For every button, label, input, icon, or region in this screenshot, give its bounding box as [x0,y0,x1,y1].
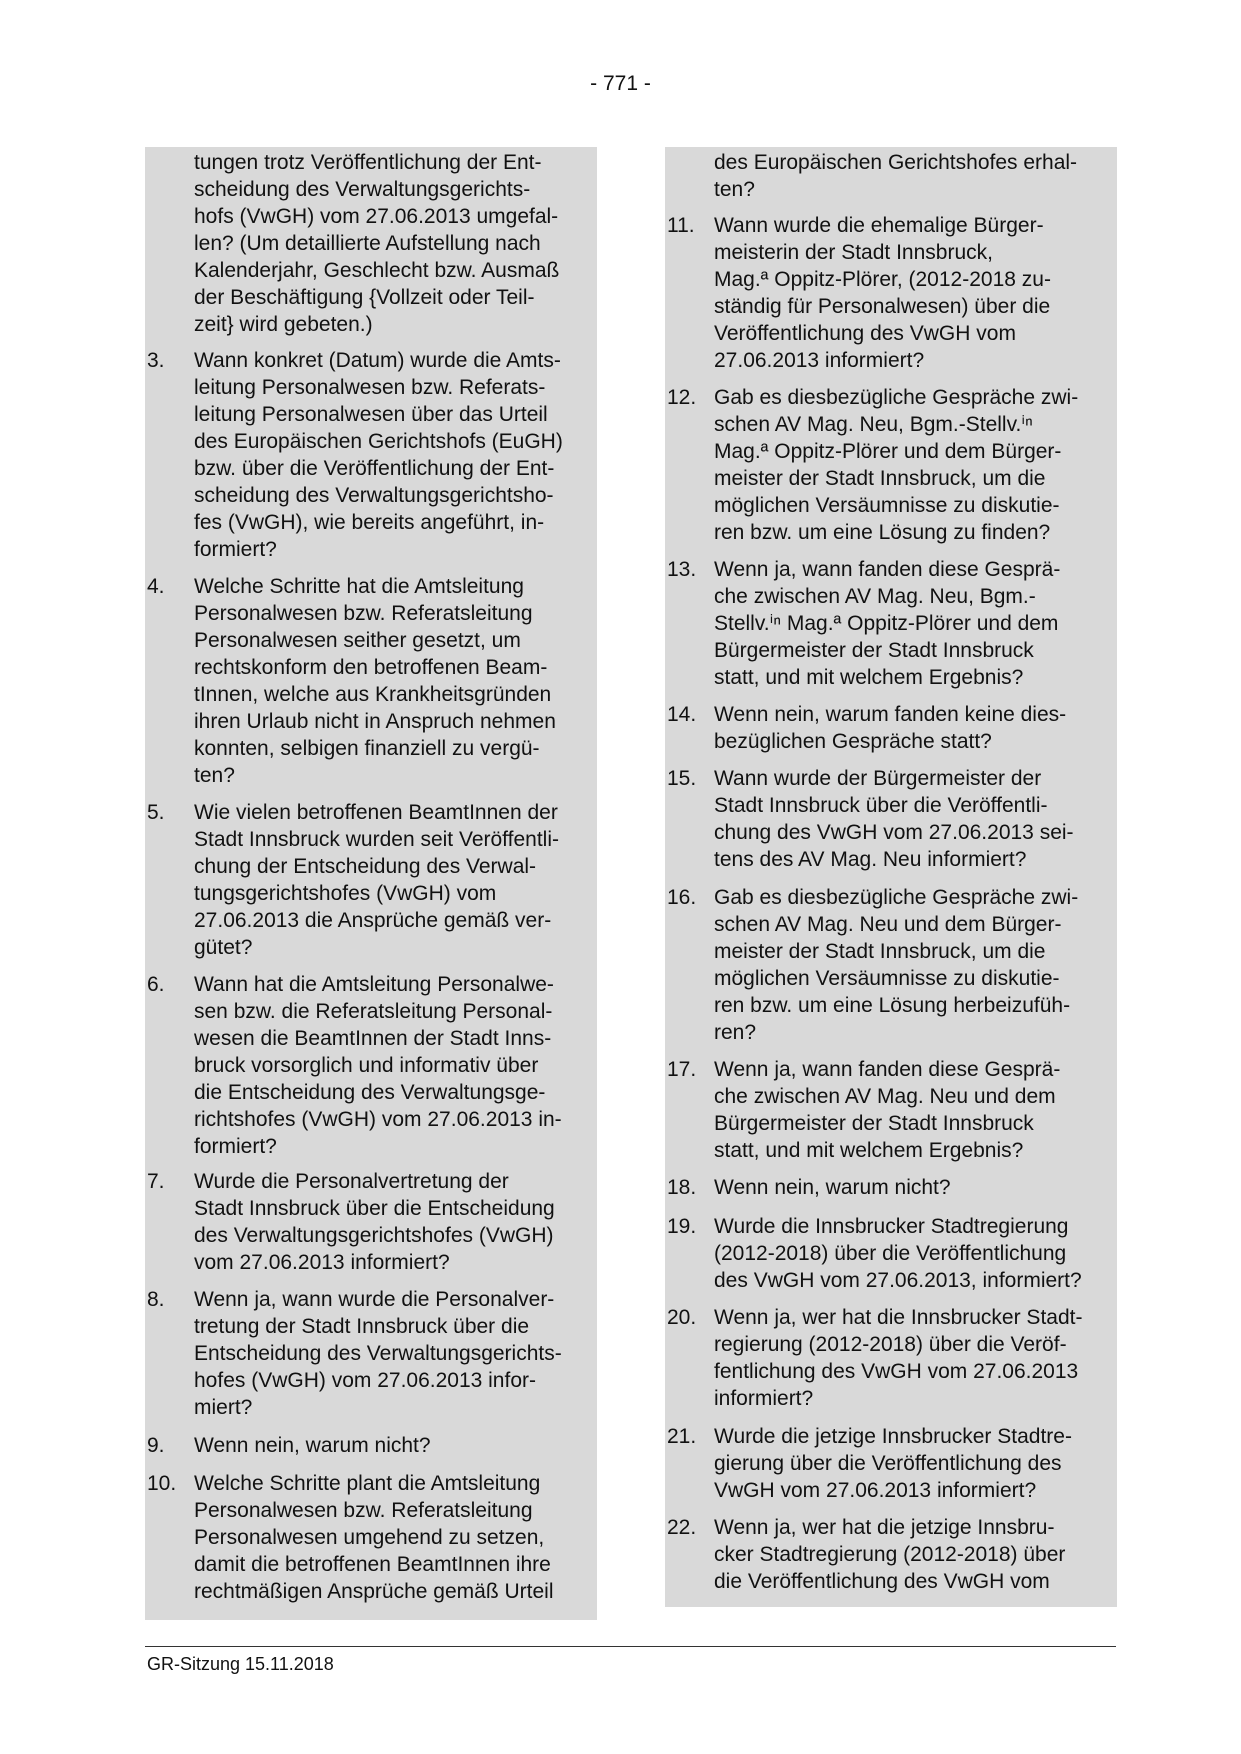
text-line: möglichen Versäumnisse zu diskutie- [714,967,1060,990]
text-line: meister der Stadt Innsbruck, um die [714,467,1046,490]
text-line: meisterin der Stadt Innsbruck, [714,241,993,264]
text-line: leitung Personalwesen bzw. Referats- [194,376,546,399]
text-line: des Verwaltungsgerichtshofes (VwGH) [194,1224,554,1247]
list-item-text [194,149,597,338]
text-line: hofs (VwGH) vom 27.06.2013 umgefal- [194,205,559,228]
item-number: 22. [667,1516,697,1539]
text-line: (2012-2018) über die Veröffentlichung [714,1242,1067,1265]
item-number: 11. [667,214,695,237]
item-number: 4. [147,575,165,598]
item-number: 13. [667,558,697,581]
text-line: regierung (2012-2018) über die Veröf- [714,1333,1067,1356]
item-number: 7. [147,1170,165,1193]
text-line: gütet? [194,936,253,959]
list-item-text [194,799,597,961]
item-number: 5. [147,801,165,824]
text-line: fentlichung des VwGH vom 27.06.2013 [714,1360,1079,1383]
text-line: Veröffentlichung des VwGH vom [714,322,1016,345]
text-line: Bürgermeister der Stadt Innsbruck [714,1112,1034,1135]
list-item-text [714,1514,1117,1595]
text-line: cker Stadtregierung (2012-2018) über [714,1543,1066,1566]
text-line: che zwischen AV Mag. Neu, Bgm.- [714,585,1036,608]
text-line: len? (Um detaillierte Aufstellung nach [194,232,541,255]
text-line: leitung Personalwesen über das Urteil [194,403,548,426]
text-line: Stellv.ⁱⁿ Mag.ª Oppitz-Plörer und dem [714,612,1059,635]
text-line: der Beschäftigung {Vollzeit oder Teil- [194,286,535,309]
list-item-text [194,347,597,563]
text-line: hofes (VwGH) vom 27.06.2013 infor- [194,1369,536,1392]
text-line: des Europäischen Gerichtshofes erhal- [714,151,1078,174]
text-line: die Entscheidung des Verwaltungsge- [194,1081,546,1104]
text-line: ten? [714,178,755,201]
text-line: Bürgermeister der Stadt Innsbruck [714,639,1034,662]
text-line: ren bzw. um eine Lösung zu finden? [714,521,1051,544]
text-line: richtshofes (VwGH) vom 27.06.2013 in- [194,1108,562,1131]
left-column [145,147,597,1620]
right-column [665,147,1117,1607]
list-item-text [194,1470,597,1605]
list-item-text [714,765,1117,873]
footer-divider [145,1646,1116,1647]
text-line: Wenn ja, wer hat die Innsbrucker Stadt- [714,1306,1083,1329]
list-item-text [714,1304,1117,1412]
list-item-text [194,1168,597,1276]
text-line: formiert? [194,1135,277,1158]
text-line: schen AV Mag. Neu, Bgm.-Stellv.ⁱⁿ [714,413,1033,436]
text-line: bruck vorsorglich und informativ über [194,1054,539,1077]
text-line: Kalenderjahr, Geschlecht bzw. Ausmaß [194,259,560,282]
text-line: Welche Schritte plant die Amtsleitung [194,1472,541,1495]
item-number: 3. [147,349,165,372]
text-line: Wenn nein, warum nicht? [714,1176,951,1199]
text-line: sen bzw. die Referatsleitung Personal- [194,1000,553,1023]
text-line: rechtmäßigen Ansprüche gemäß Urteil [194,1580,554,1603]
text-line: ständig für Personalwesen) über die [714,295,1051,318]
item-number: 16. [667,886,697,909]
item-number: 14. [667,703,697,726]
text-line: bzw. über die Veröffentlichung der Ent- [194,457,555,480]
footer-session-date: GR-Sitzung 15.11.2018 [147,1654,334,1674]
text-line: Stadt Innsbruck über die Entscheidung [194,1197,555,1220]
text-line: che zwischen AV Mag. Neu und dem [714,1085,1056,1108]
list-item-text [714,701,1117,755]
text-line: scheidung des Verwaltungsgerichts- [194,178,531,201]
text-line: Wann wurde die ehemalige Bürger- [714,214,1044,237]
text-line: gierung über die Veröffentlichung des [714,1452,1062,1475]
text-line: bezüglichen Gespräche statt? [714,730,992,753]
text-line: vom 27.06.2013 informiert? [194,1251,450,1274]
item-number: 17. [667,1058,697,1081]
text-line: Wann wurde der Bürgermeister der [714,767,1042,790]
item-number: 9. [147,1434,165,1457]
text-line: tungen trotz Veröffentlichung der Ent- [194,151,542,174]
text-line: Wann hat die Amtsleitung Personalwe- [194,973,554,996]
text-line: wesen die BeamtInnen der Stadt Inns- [194,1027,552,1050]
list-item-text [714,556,1117,691]
text-line: Wurde die Personalvertretung der [194,1170,509,1193]
text-line: formiert? [194,538,277,561]
list-item-text [194,971,597,1160]
text-line: chung des VwGH vom 27.06.2013 sei- [714,821,1074,844]
text-line: Wurde die Innsbrucker Stadtregierung [714,1215,1069,1238]
text-line: tens des AV Mag. Neu informiert? [714,848,1027,871]
text-line: des Europäischen Gerichtshofs (EuGH) [194,430,563,453]
text-line: Personalwesen umgehend zu setzen, [194,1526,545,1549]
text-line: Mag.ª Oppitz-Plörer und dem Bürger- [714,440,1062,463]
list-item-text [194,573,597,789]
text-line: meister der Stadt Innsbruck, um die [714,940,1046,963]
text-line: Wenn ja, wann fanden diese Gesprä- [714,1058,1061,1081]
text-line: 27.06.2013 informiert? [714,349,925,372]
text-line: miert? [194,1396,253,1419]
list-item-text [714,149,1117,203]
text-line: fes (VwGH), wie bereits angeführt, in- [194,511,545,534]
text-line: Personalwesen seither gesetzt, um [194,629,521,652]
list-item-text [194,1432,597,1459]
list-item-text [714,1174,1117,1201]
text-line: tInnen, welche aus Krankheitsgründen [194,683,552,706]
text-line: informiert? [714,1387,814,1410]
text-line: schen AV Mag. Neu und dem Bürger- [714,913,1062,936]
list-item-text [714,1056,1117,1164]
text-line: tretung der Stadt Innsbruck über die [194,1315,530,1338]
text-line: ten? [194,764,235,787]
item-number: 6. [147,973,165,996]
text-line: tungsgerichtshofes (VwGH) vom [194,882,497,905]
text-line: Wann konkret (Datum) wurde die Amts- [194,349,561,372]
text-line: chung der Entscheidung des Verwal- [194,855,537,878]
text-line: die Veröffentlichung des VwGH vom [714,1570,1050,1593]
text-line: Wenn nein, warum nicht? [194,1434,431,1457]
text-line: statt, und mit welchem Ergebnis? [714,1139,1024,1162]
item-number: 8. [147,1288,165,1311]
text-line: Entscheidung des Verwaltungsgerichts- [194,1342,562,1365]
list-item-text [194,1286,597,1421]
item-number: 18. [667,1176,697,1199]
text-line: Gab es diesbezügliche Gespräche zwi- [714,386,1079,409]
text-line: ihren Urlaub nicht in Anspruch nehmen [194,710,556,733]
text-line: Mag.ª Oppitz-Plörer, (2012-2018 zu- [714,268,1051,291]
text-line: damit die betroffenen BeamtInnen ihre [194,1553,551,1576]
item-number: 10. [147,1472,177,1495]
text-line: VwGH vom 27.06.2013 informiert? [714,1479,1037,1502]
text-line: möglichen Versäumnisse zu diskutie- [714,494,1060,517]
item-number: 12. [667,386,697,409]
item-number: 21. [667,1425,697,1448]
text-line: ren bzw. um eine Lösung herbeizufüh- [714,994,1071,1017]
item-number: 19. [667,1215,697,1238]
text-line: Wie vielen betroffenen BeamtInnen der [194,801,558,824]
text-line: statt, und mit welchem Ergebnis? [714,666,1024,689]
text-line: ren? [714,1021,757,1044]
text-line: Welche Schritte hat die Amtsleitung [194,575,524,598]
text-line: Stadt Innsbruck wurden seit Veröffentli- [194,828,559,851]
text-line: Stadt Innsbruck über die Veröffentli- [714,794,1048,817]
text-line: zeit} wird gebeten.) [194,313,373,336]
text-line: rechtskonform den betroffenen Beam- [194,656,548,679]
list-item-text [714,884,1117,1046]
list-item-text [714,212,1117,374]
text-line: konnten, selbigen finanziell zu vergü- [194,737,540,760]
list-item-text [714,1213,1117,1294]
text-line: Gab es diesbezügliche Gespräche zwi- [714,886,1079,909]
text-line: Wenn nein, warum fanden keine dies- [714,703,1067,726]
list-item-text [714,1423,1117,1504]
text-line: Wenn ja, wer hat die jetzige Innsbru- [714,1516,1055,1539]
text-line: 27.06.2013 die Ansprüche gemäß ver- [194,909,552,932]
text-line: Wenn ja, wann fanden diese Gesprä- [714,558,1061,581]
text-line: des VwGH vom 27.06.2013, informiert? [714,1269,1082,1292]
page-number: - 771 - [590,72,651,95]
item-number: 15. [667,767,697,790]
text-line: Personalwesen bzw. Referatsleitung [194,1499,533,1522]
text-line: Wurde die jetzige Innsbrucker Stadtre- [714,1425,1072,1448]
list-item-text [714,384,1117,546]
text-line: Personalwesen bzw. Referatsleitung [194,602,533,625]
item-number: 20. [667,1306,697,1329]
text-line: Wenn ja, wann wurde die Personalver- [194,1288,555,1311]
text-line: scheidung des Verwaltungsgerichtsho- [194,484,554,507]
